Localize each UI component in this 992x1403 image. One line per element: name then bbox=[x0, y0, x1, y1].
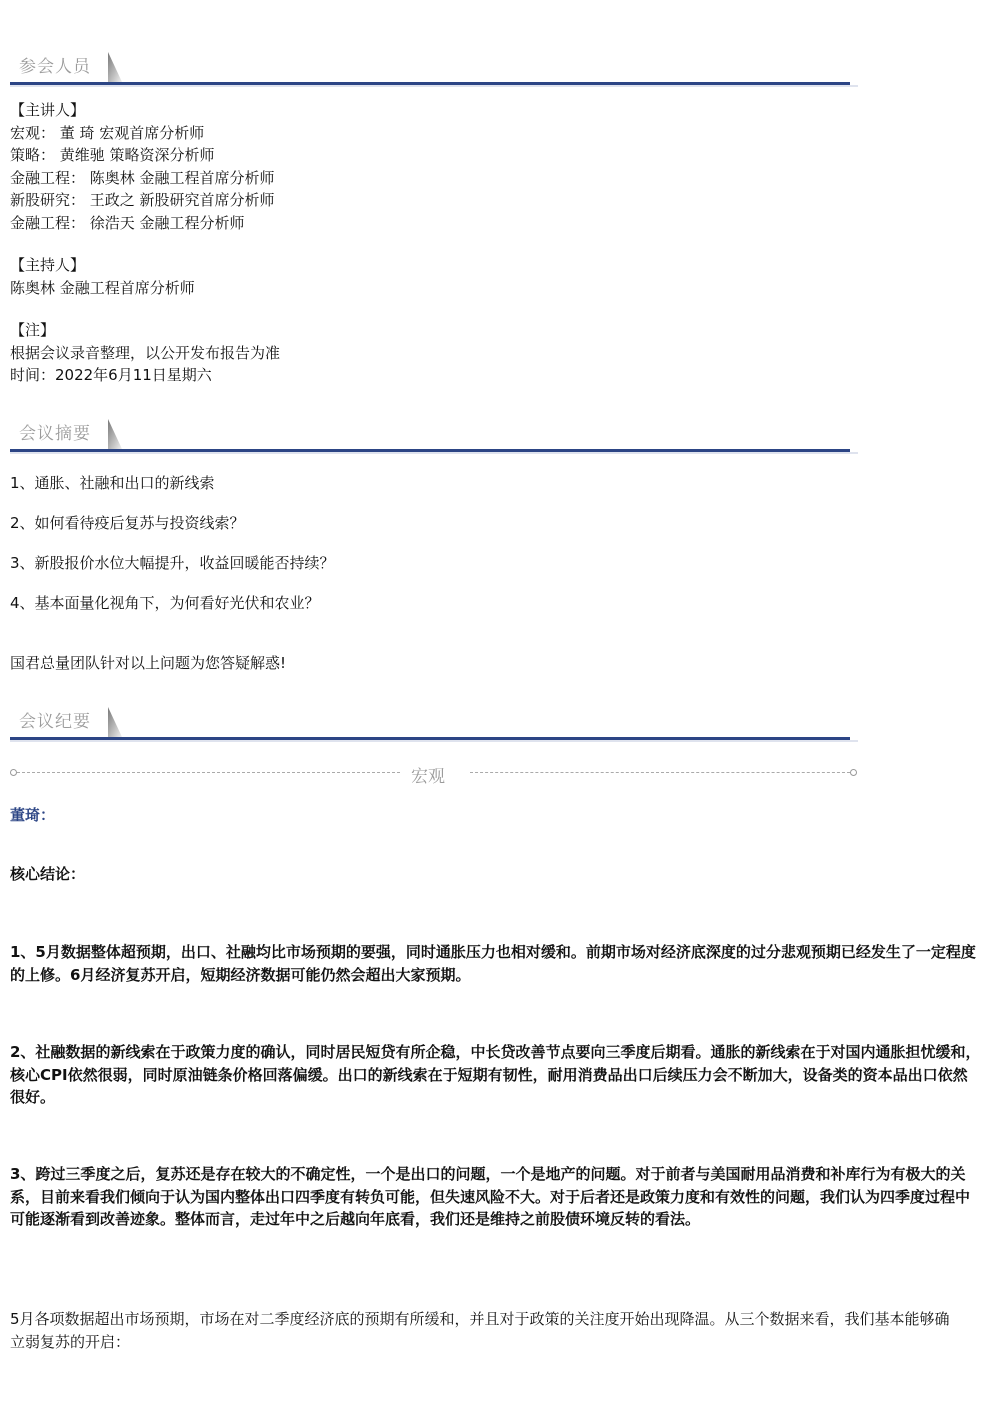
conclusion-point: 1、5月数据整体超预期，出口、社融均比市场预期的要强，同时通胀压力也相对缓和。前期市场对经济底深度的过分悲观预期已经发生了一定程度的上修。6月经济复苏开启，短期经济数据可能仍然会超出大家预期。 bbox=[10, 943, 976, 984]
speaker-line: 宏观： 董 琦 宏观首席分析师 bbox=[10, 124, 205, 142]
section-header-summary bbox=[10, 419, 850, 455]
divider-line-left bbox=[17, 772, 400, 773]
host-header: 【主持人】 bbox=[10, 256, 86, 274]
section-header-attendees bbox=[10, 52, 850, 88]
section-tab-icon bbox=[108, 419, 122, 449]
conclusion-point: 2、社融数据的新线索在于政策力度的确认，同时居民短贷有所企稳，中长贷改善节点要向三季度后期看。通胀的新线索在于对国内通胀担忧缓和，核心CPI依然很弱，同时原油链条价格回落偏缓。出口的新线索在于短期有韧性，耐用消费品出口后续压力会不断加大，设备类的资本品出口依然很好。 bbox=[10, 1043, 981, 1106]
section-rule-shadow bbox=[10, 452, 858, 454]
conclusion-point: 3、跨过三季度之后，复苏还是存在较大的不确定性，一个是出口的问题，一个是地产的问题。对于前者与美国耐用品消费和补库行为有极大的关系，目前来看我们倾向于认为国内整体出口四季度有转负可能，但失速风险不大。对于后者还是政策力度和有效性的问题，我们认为四季度过程中可能逐渐看到改善迹象。整体而言，走过年中之后越向年底看，我们还是维持之前股债环境反转的看法。 bbox=[10, 1165, 971, 1228]
section-title: 参会人员 bbox=[19, 57, 91, 77]
meeting-time: 时间：2022年6月11日星期六 bbox=[10, 366, 212, 384]
section-title: 会议纪要 bbox=[19, 712, 91, 732]
host-line: 陈奥林 金融工程首席分析师 bbox=[10, 279, 195, 297]
section-header-minutes bbox=[10, 707, 850, 743]
speaker-line: 新股研究： 王政之 新股研究首席分析师 bbox=[10, 191, 275, 209]
section-tab-icon bbox=[108, 52, 122, 82]
divider-dot-icon bbox=[10, 769, 17, 776]
speaker-name: 董琦： bbox=[10, 806, 56, 824]
divider-line-right bbox=[470, 772, 850, 773]
section-title: 会议摘要 bbox=[19, 424, 91, 444]
speaker-line: 金融工程： 徐浩天 金融工程分析师 bbox=[10, 214, 245, 232]
summary-item: 4、基本面量化视角下，为何看好光伏和农业？ bbox=[10, 594, 320, 612]
section-rule-shadow bbox=[10, 85, 858, 87]
core-conclusion-label: 核心结论： bbox=[10, 865, 86, 883]
body-paragraph: 5月各项数据超出市场预期，市场在对二季度经济底的预期有所缓和，并且对于政策的关注度开始出现降温。从三个数据来看，我们基本能够确立弱复苏的开启： bbox=[10, 1310, 950, 1351]
subsection-divider-macro bbox=[10, 762, 858, 786]
section-rule-shadow bbox=[10, 740, 858, 742]
subsection-title: 宏观 bbox=[411, 767, 445, 787]
speaker-line: 策略： 黄维驰 策略资深分析师 bbox=[10, 146, 215, 164]
summary-item: 3、新股报价水位大幅提升，收益回暖能否持续？ bbox=[10, 554, 335, 572]
section-tab-icon bbox=[108, 707, 122, 737]
speaker-line: 金融工程： 陈奥林 金融工程首席分析师 bbox=[10, 169, 275, 187]
note-header: 【注】 bbox=[10, 321, 56, 339]
speakers-header: 【主讲人】 bbox=[10, 101, 86, 119]
summary-item: 1、通胀、社融和出口的新线索 bbox=[10, 474, 215, 492]
note-line: 根据会议录音整理，以公开发布报告为准 bbox=[10, 344, 281, 362]
divider-dot-icon bbox=[850, 769, 857, 776]
summary-item: 2、如何看待疫后复苏与投资线索？ bbox=[10, 514, 245, 532]
summary-closing: 国君总量团队针对以上问题为您答疑解惑! bbox=[10, 654, 287, 672]
